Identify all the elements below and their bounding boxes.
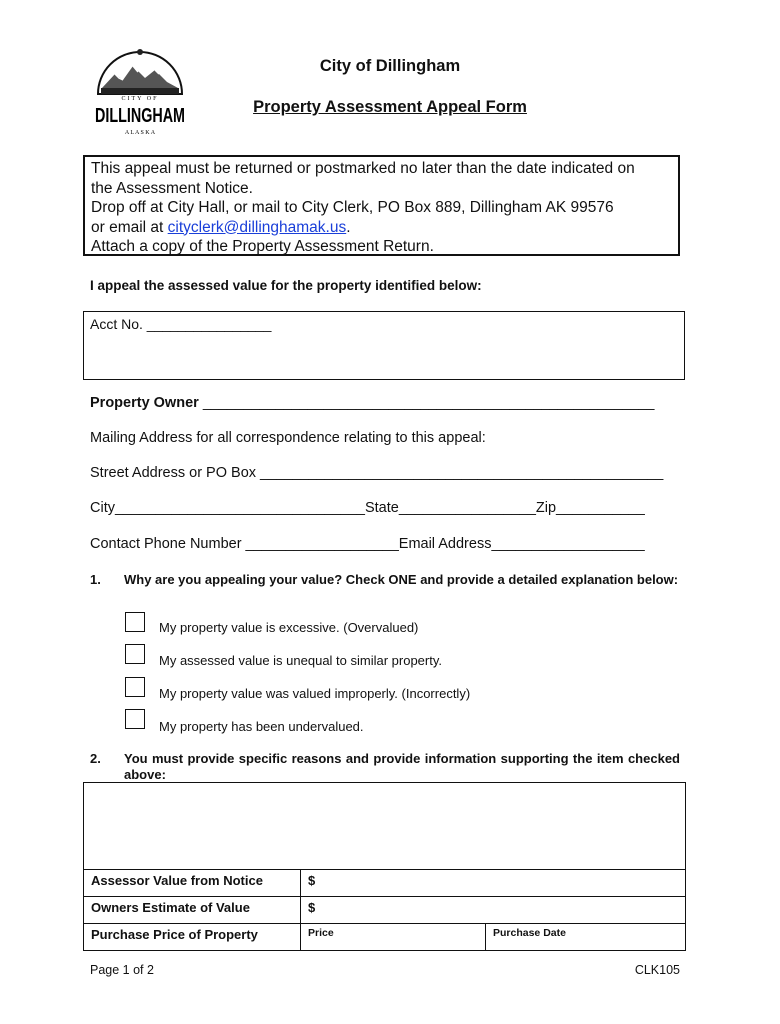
owner-field[interactable]: Property Owner ________________________________________________________ (90, 395, 655, 411)
owner-estimate-value[interactable]: $ (301, 897, 686, 924)
option-unequal: My assessed value is unequal to similar property. (159, 653, 442, 668)
checkbox-undervalued[interactable] (125, 709, 145, 729)
reasons-box[interactable] (83, 782, 686, 869)
q2-number: 2. (90, 751, 101, 766)
city-state-zip-field[interactable]: City_______________________________State_________________Zip___________ (90, 500, 645, 516)
notice-box (83, 155, 680, 256)
owner-estimate-label: Owners Estimate of Value (84, 897, 301, 924)
notice-line-3: Drop off at City Hall, or mail to City Clerk, PO Box 889, Dillingham AK 99576 (91, 199, 614, 216)
assessor-value[interactable]: $ (301, 870, 686, 897)
purchase-price-label: Purchase Price of Property (84, 924, 301, 951)
option-improper: My property value was valued improperly. (Incorrectly) (159, 686, 471, 701)
appeal-heading: I appeal the assessed value for the property identified below: (90, 278, 482, 293)
form-code: CLK105 (634, 963, 680, 977)
option-overvalued: My property value is excessive. (Overvalued) (159, 620, 419, 635)
table-row (84, 897, 686, 924)
checkbox-improper[interactable] (125, 677, 145, 697)
checkbox-unequal[interactable] (125, 644, 145, 664)
svg-text:DILLINGHAM: DILLINGHAM (95, 105, 185, 127)
street-field[interactable]: Street Address or PO Box __________________________________________________ (90, 465, 664, 481)
notice-line-2: the Assessment Notice. (91, 179, 253, 197)
svg-text:CITY OF: CITY OF (121, 96, 159, 102)
q1-text: Why are you appealing your value? Check ONE and provide a detailed explanation below: (124, 572, 679, 587)
price-cell[interactable]: Price (301, 924, 486, 951)
svg-text:A L A S K A: A L A S K A (124, 130, 156, 136)
mailing-label: Mailing Address for all correspondence relating to this appeal: (90, 430, 486, 446)
acct-field[interactable]: Acct No. ________________ (90, 316, 272, 332)
email-link[interactable]: cityclerk@dillinghamak.us (167, 218, 347, 236)
assessor-label: Assessor Value from Notice (84, 870, 301, 897)
contact-field[interactable]: Contact Phone Number ___________________Email Address___________________ (90, 536, 645, 552)
q2-text: You must provide specific reasons and provide information supporting the item checked above: (124, 751, 680, 782)
option-undervalued: My property has been undervalued. (159, 719, 364, 734)
values-table (83, 869, 686, 951)
notice-line-5: Attach a copy of the Property Assessment Return. (91, 238, 434, 255)
checkbox-overvalued[interactable] (125, 612, 145, 632)
table-row (84, 924, 686, 951)
page-number: Page 1 of 2 (90, 963, 154, 977)
notice-line-1: This appeal must be returned or postmarked no later than the date indicated on (91, 160, 635, 177)
purchase-date-cell[interactable]: Purchase Date (486, 924, 686, 951)
form-title: Property Assessment Appeal Form (253, 98, 527, 116)
q1-number: 1. (90, 572, 101, 587)
notice-line-4: or email at cityclerk@dillinghamak.us. (91, 218, 351, 236)
table-row (84, 870, 686, 897)
city-title: City of Dillingham (319, 57, 461, 75)
